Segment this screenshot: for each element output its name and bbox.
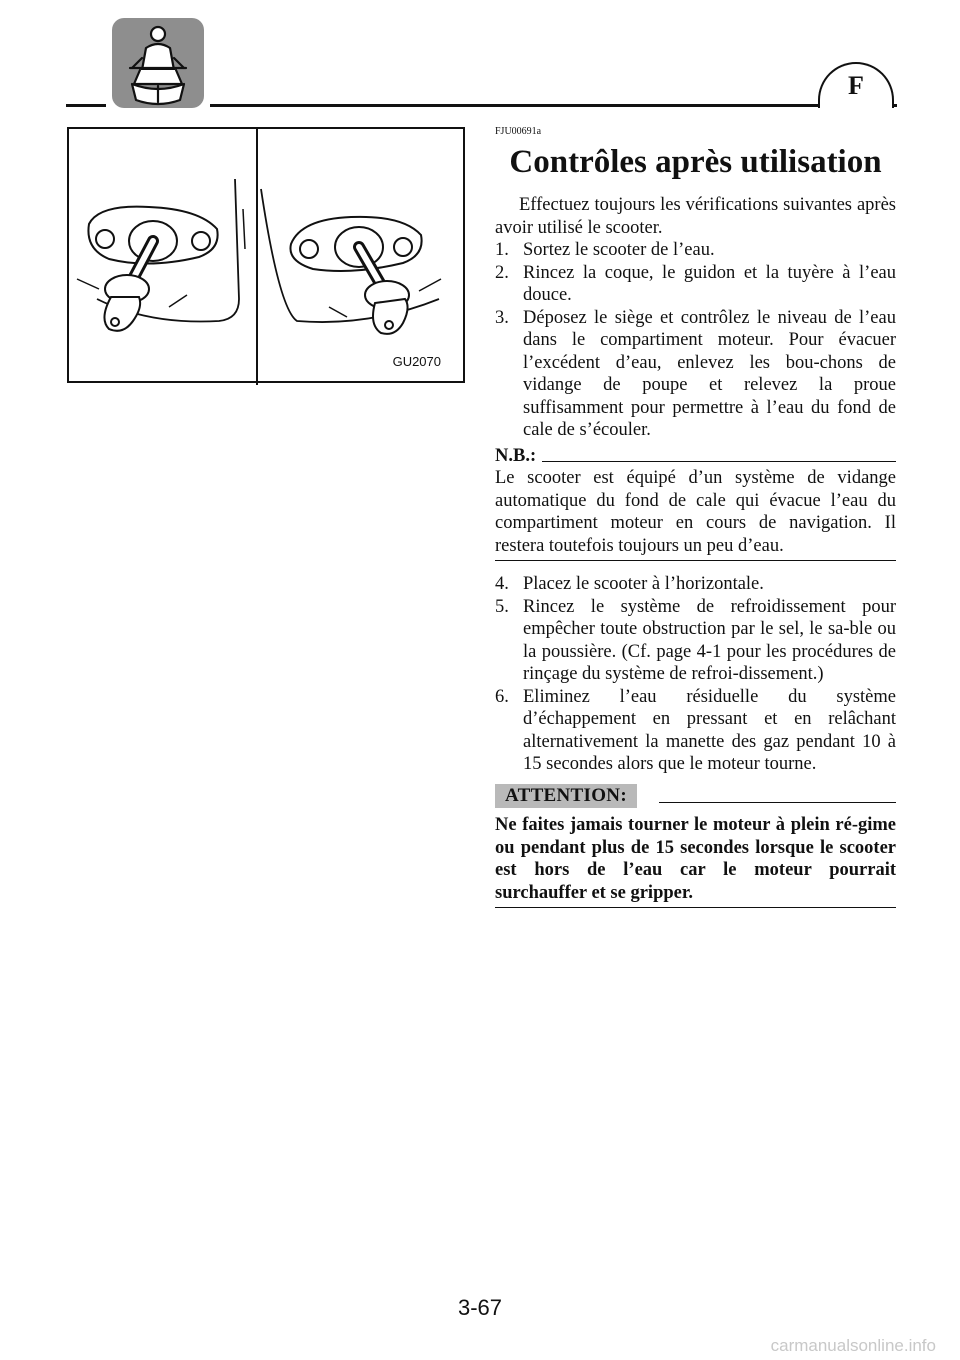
warning-header <box>495 784 896 809</box>
list-item: 1. Sortez le scooter de l’eau. <box>495 240 715 260</box>
drain-plug-illustration <box>67 127 465 383</box>
note-text: Le scooter est équipé d’un système de vidange automatique du fond de cale qui évacue l’eau du compartiment moteur en cours de navigation. Il restera toutefois toujours un peu d’eau. <box>495 467 896 561</box>
page-number: 3-67 <box>457 1295 503 1320</box>
jet-ski-rider-icon <box>112 18 204 108</box>
warning-label: ATTENTION: <box>495 784 637 809</box>
header-rule-right <box>210 104 897 107</box>
steps-list-b <box>495 573 896 776</box>
figure-label: GU2070 <box>392 354 441 369</box>
language-badge: F <box>818 62 894 108</box>
watermark: carmanualsonline.info <box>770 1336 936 1355</box>
warning-text: Ne faites jamais tourner le moteur à plein ré-gime ou pendant plus de 15 secondes lorsque le scooter est hors de l’eau car le moteur pourrait surchauffer et se gripper. <box>495 814 896 908</box>
header-rule-left <box>66 104 106 107</box>
note-label: N.B.: <box>495 445 537 466</box>
list-item: 5. Rincez le système de refroidissement pour empêcher toute obstruction par le sel, le sa-ble ou la poussière. (Cf. page 4-1 pour les procédures de rinçage du système de refroi-dissement.) <box>495 596 896 684</box>
section-code: FJU00691a <box>495 126 542 137</box>
list-item: 2. Rincez la coque, le guidon et la tuyère à l’eau douce. <box>495 262 896 305</box>
list-item: 3. Déposez le siège et contrôlez le niveau de l’eau dans le compartiment moteur. Pour évacuer l’excédent d’eau, enlevez les bou-chons de vidange de poupe et relevez la proue suffisamment pour permettre à l’eau du fond de cale de s’écouler. <box>495 307 896 440</box>
note-header <box>495 445 896 468</box>
intro-paragraph: Effectuez toujours les vérifications suivantes après avoir utilisé le scooter. <box>495 195 896 238</box>
warning-rule <box>659 802 896 803</box>
note-rule <box>542 461 896 462</box>
steps-list-a <box>495 239 896 442</box>
list-item: 6. Eliminez l’eau résiduelle du système d’échappement en pressant et en relâchant alternativement la manette des gaz pendant 10 à 15 secondes alors que le moteur tourne. <box>495 686 896 774</box>
section-title: Contrôles après utilisation <box>509 144 882 180</box>
content-column <box>495 126 896 908</box>
list-item: 4. Placez le scooter à l’horizontale. <box>495 574 764 594</box>
